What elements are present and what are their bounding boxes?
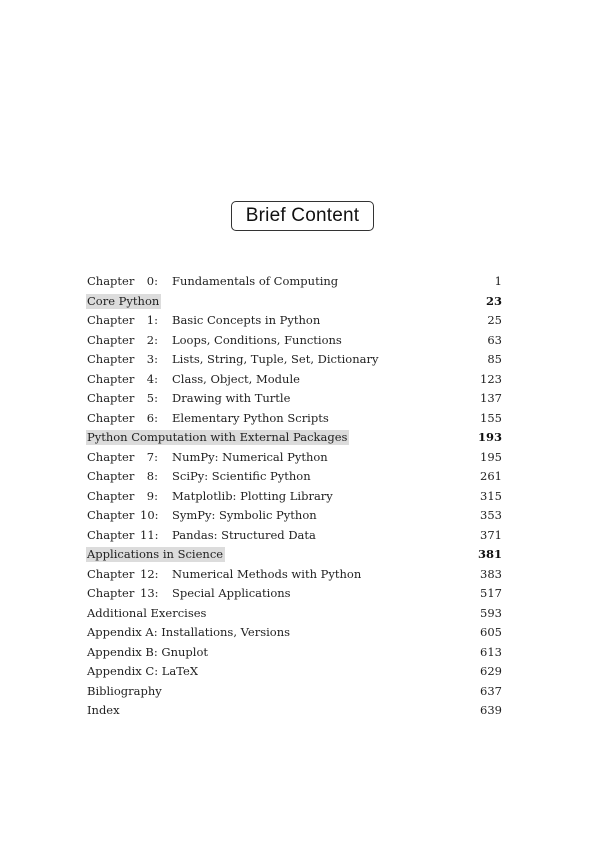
chapter-title: Lists, String, Tuple, Set, Dictionary bbox=[172, 352, 379, 366]
page-number: 195 bbox=[480, 449, 502, 464]
page-number: 123 bbox=[480, 371, 502, 386]
section-title: Applications in Science bbox=[87, 547, 224, 561]
chapter-label: Chapter bbox=[87, 586, 135, 600]
chapter-label: Chapter bbox=[87, 527, 135, 542]
toc-row-chapter-11[interactable] bbox=[86, 526, 502, 546]
toc-section-external-packages[interactable] bbox=[86, 428, 502, 448]
page-number: 155 bbox=[480, 410, 502, 425]
section-title: Python Computation with External Packages bbox=[87, 430, 348, 444]
chapter-label: Chapter bbox=[87, 469, 135, 483]
toc-row-chapter-10[interactable] bbox=[86, 506, 502, 526]
chapter-number: 9: bbox=[146, 488, 158, 503]
chapter-title: Special Applications bbox=[172, 586, 291, 600]
chapter-label: Chapter bbox=[87, 566, 135, 581]
toc-row-chapter-3[interactable] bbox=[86, 350, 502, 370]
page-number: 371 bbox=[480, 527, 502, 542]
chapter-title: Numerical Methods with Python bbox=[172, 566, 362, 581]
chapter-label: Chapter bbox=[87, 352, 135, 366]
chapter-title: Basic Concepts in Python bbox=[172, 313, 321, 327]
chapter-label: Chapter bbox=[87, 313, 135, 327]
page-number: 25 bbox=[487, 313, 502, 327]
table-of-contents bbox=[86, 272, 502, 721]
page-number: 639 bbox=[480, 703, 502, 717]
chapter-number: 2: bbox=[146, 332, 158, 347]
toc-row-chapter-12[interactable] bbox=[86, 565, 502, 585]
chapter-title: SymPy: Symbolic Python bbox=[172, 508, 317, 522]
page-number: 593 bbox=[480, 605, 502, 620]
toc-row-index[interactable] bbox=[86, 701, 502, 721]
entry-title: Index bbox=[87, 703, 120, 717]
page-number: 613 bbox=[480, 644, 502, 659]
entry-title: Appendix A: Installations, Versions bbox=[87, 625, 291, 639]
chapter-label: Chapter bbox=[87, 371, 135, 386]
page-number: 85 bbox=[487, 352, 502, 366]
toc-row-chapter-8[interactable] bbox=[86, 467, 502, 487]
chapter-number: 1: bbox=[146, 313, 158, 327]
chapter-number: 5: bbox=[146, 391, 158, 405]
chapter-number: 4: bbox=[146, 371, 158, 386]
toc-row-chapter-1[interactable] bbox=[86, 311, 502, 331]
chapter-label: Chapter bbox=[87, 449, 135, 464]
toc-row-chapter-13[interactable] bbox=[86, 584, 502, 604]
chapter-title: Elementary Python Scripts bbox=[172, 410, 329, 425]
chapter-title: Drawing with Turtle bbox=[172, 391, 291, 405]
entry-title: Appendix C: LaTeX bbox=[87, 664, 199, 678]
chapter-number: 7: bbox=[146, 449, 158, 464]
page-number: 517 bbox=[480, 586, 502, 600]
chapter-title: Matplotlib: Plotting Library bbox=[172, 488, 333, 503]
chapter-number: 13: bbox=[140, 586, 159, 600]
chapter-label: Chapter bbox=[87, 508, 135, 522]
chapter-number: 8: bbox=[146, 469, 158, 483]
toc-row-appendix-c[interactable] bbox=[86, 662, 502, 682]
toc-row-chapter-9[interactable] bbox=[86, 487, 502, 507]
entry-title: Appendix B: Gnuplot bbox=[87, 644, 208, 659]
page-number: 137 bbox=[480, 391, 502, 405]
chapter-label: Chapter bbox=[87, 332, 135, 347]
toc-row-bibliography[interactable] bbox=[86, 682, 502, 702]
toc-row-chapter-7[interactable] bbox=[86, 448, 502, 468]
toc-row-chapter-5[interactable] bbox=[86, 389, 502, 409]
chapter-title: Fundamentals of Computing bbox=[172, 274, 339, 288]
page-number: 315 bbox=[480, 488, 502, 503]
page-number: 23 bbox=[485, 293, 502, 308]
page-number: 353 bbox=[480, 508, 502, 522]
toc-row-appendix-a[interactable] bbox=[86, 623, 502, 643]
chapter-title: Loops, Conditions, Functions bbox=[172, 332, 342, 347]
chapter-label: Chapter bbox=[87, 274, 135, 288]
toc-row-chapter-4[interactable] bbox=[86, 370, 502, 390]
chapter-number: 11: bbox=[140, 527, 159, 542]
section-title: Core Python bbox=[87, 293, 160, 308]
chapter-number: 0: bbox=[146, 274, 158, 288]
chapter-number: 6: bbox=[146, 410, 158, 425]
page-number: 629 bbox=[480, 664, 502, 678]
chapter-number: 3: bbox=[146, 352, 158, 366]
toc-row-chapter-6[interactable] bbox=[86, 409, 502, 429]
chapter-title: NumPy: Numerical Python bbox=[172, 449, 328, 464]
page-number: 605 bbox=[480, 625, 502, 639]
chapter-title: Pandas: Structured Data bbox=[172, 527, 316, 542]
toc-row-chapter-0[interactable] bbox=[86, 272, 502, 292]
chapter-label: Chapter bbox=[87, 488, 135, 503]
page-number: 383 bbox=[480, 566, 502, 581]
toc-section-core-python[interactable] bbox=[86, 292, 502, 312]
chapter-title: SciPy: Scientific Python bbox=[172, 469, 311, 483]
page-number: 63 bbox=[487, 332, 502, 347]
chapter-number: 10: bbox=[140, 508, 159, 522]
entry-title: Additional Exercises bbox=[87, 605, 207, 620]
entry-title: Bibliography bbox=[87, 683, 162, 698]
chapter-title: Class, Object, Module bbox=[172, 371, 300, 386]
page-number: 637 bbox=[480, 683, 502, 698]
page-title: Brief Content bbox=[231, 201, 374, 231]
page-number: 381 bbox=[477, 547, 502, 561]
chapter-label: Chapter bbox=[87, 410, 135, 425]
page-number: 193 bbox=[477, 430, 502, 444]
toc-section-applications[interactable] bbox=[86, 545, 502, 565]
chapter-number: 12: bbox=[140, 566, 159, 581]
toc-row-appendix-b[interactable] bbox=[86, 643, 502, 663]
page-number: 1 bbox=[494, 274, 502, 288]
page-number: 261 bbox=[480, 469, 502, 483]
chapter-label: Chapter bbox=[87, 391, 135, 405]
toc-row-chapter-2[interactable] bbox=[86, 331, 502, 351]
toc-row-additional-exercises[interactable] bbox=[86, 604, 502, 624]
